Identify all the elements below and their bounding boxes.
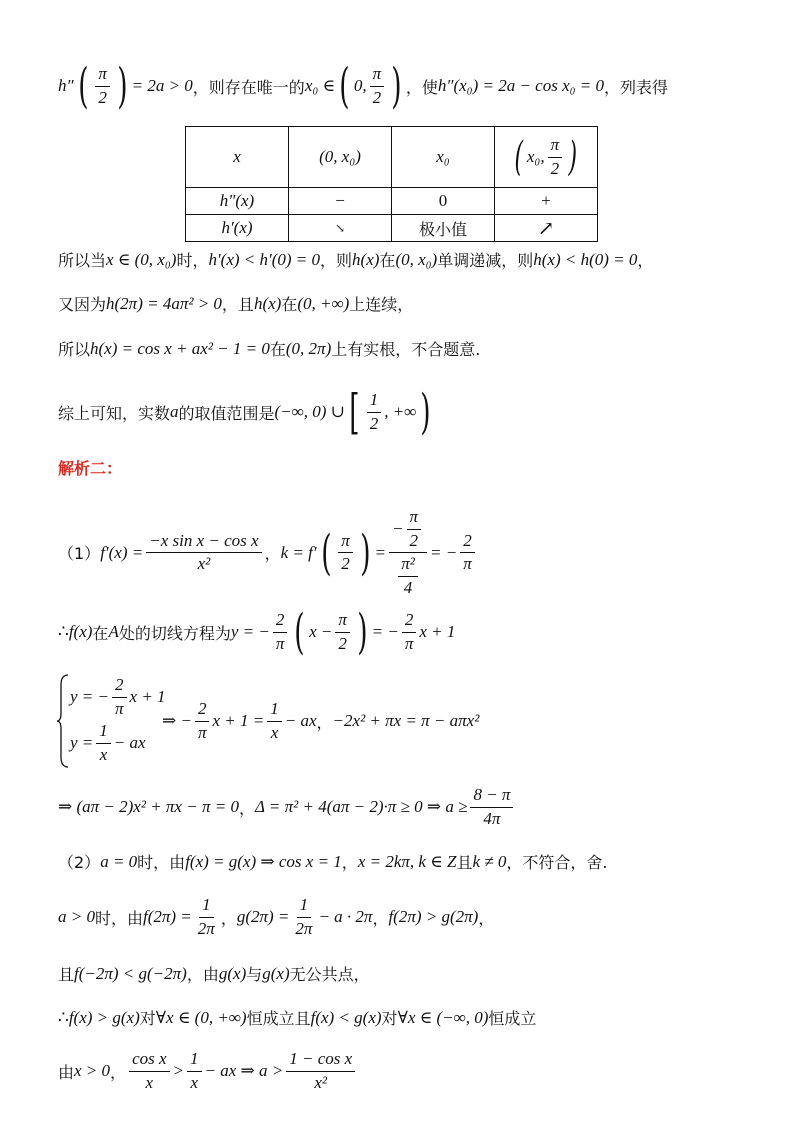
table-cell: (0, x₀) xyxy=(289,127,392,188)
math-expression: (−∞, 0) ∪ xyxy=(274,402,345,421)
section-title xyxy=(58,456,122,479)
math-expression: − a · 2π xyxy=(318,907,373,927)
compound-fraction: − $\frac{\pi}{2}$ $\frac{\text{π²}}{4}$ xyxy=(389,508,427,598)
math-expression: x − xyxy=(309,622,333,641)
line-7 xyxy=(58,604,456,660)
text: 的取值范围是 xyxy=(178,403,275,423)
fraction-pi-over-2: $\frac{\pi}{2}$ xyxy=(338,532,353,574)
text: 在 xyxy=(92,623,109,643)
math-expression: f′(x) = xyxy=(100,542,144,562)
text: ， xyxy=(110,1062,127,1082)
math-expression: − ax xyxy=(284,711,317,731)
system-eq-2 xyxy=(70,722,146,764)
math-expression: f(2π) = xyxy=(143,907,192,927)
math-expression: y = xyxy=(70,733,94,753)
text: 又因为 xyxy=(58,295,107,314)
math-expression: f(−2π) < g(−2π) xyxy=(74,963,187,983)
text: 所以 xyxy=(58,340,91,359)
line-8 xyxy=(58,786,516,828)
paren-right: ) xyxy=(360,524,371,581)
math-expression: −2x² + πx = π − aπx² xyxy=(332,711,480,731)
math-expression: a = 0 xyxy=(100,851,138,871)
math-expression: > xyxy=(172,1061,185,1081)
table-cell: x₀ xyxy=(392,127,495,188)
sign-table xyxy=(185,126,598,242)
paren-left: ( xyxy=(320,524,332,581)
math-expression: h(x) xyxy=(253,293,282,313)
text: ，则 xyxy=(320,251,353,270)
math-expression: − ax ⇒ a > xyxy=(204,1061,284,1081)
text: 单调递减，则 xyxy=(437,251,534,270)
math-expression: k = f′ xyxy=(280,542,317,562)
math-expression: g(x) xyxy=(262,963,290,983)
math-expression: 0, xyxy=(353,76,367,95)
math-expression: x + 1 xyxy=(419,622,456,641)
math-expression: a > 0 xyxy=(58,907,95,927)
table-cell: + xyxy=(495,188,598,215)
line-12 xyxy=(58,1006,536,1029)
text: 对 xyxy=(139,1009,156,1028)
math-expression: ⇒ − xyxy=(162,711,192,731)
text: ，列表得 xyxy=(604,77,669,97)
math-expression: ⇒ (aπ − 2)x² + πx − π = 0 xyxy=(58,797,239,817)
text: 上连续， xyxy=(349,295,414,314)
line-11 xyxy=(58,962,370,985)
math-expression: Δ = π² + 4(aπ − 2)·π ≥ 0 ⇒ a ≥ xyxy=(254,797,468,817)
table-cell: x xyxy=(186,127,289,188)
text: 无公共点， xyxy=(289,965,370,984)
fraction-1-over-2pi: $\frac{1}{2\pi}$ xyxy=(295,895,313,938)
text: ， xyxy=(220,908,237,928)
item-label: （1） xyxy=(58,544,101,564)
text: 处的切线方程为 xyxy=(118,623,231,643)
math-expression: f(x) > g(x) xyxy=(68,1007,140,1027)
fraction-pi-over-2: $\frac{\pi}{2}$ xyxy=(370,65,385,107)
text: 在 xyxy=(269,340,286,359)
table-cell: h″(x) xyxy=(186,188,289,215)
fraction-derivative: $\frac{\text{−x sin x − cos x}}{\text{x²}}$ xyxy=(146,532,261,574)
text: ，且 xyxy=(221,295,254,314)
line-5 xyxy=(58,384,435,440)
math-expression: x + 1 xyxy=(129,687,166,707)
math-expression: (0, +∞) xyxy=(297,293,350,313)
fraction-cosx-over-x: $\frac{\text{cos x}}{x}$ xyxy=(129,1050,169,1092)
math-expression: f(x) < g(x) xyxy=(310,1007,382,1027)
math-expression: = xyxy=(374,542,387,562)
fraction-pi-over-2: $\frac{\pi}{2}$ xyxy=(335,611,350,653)
math-expression: f(2π) > g(2π) xyxy=(388,907,479,927)
math-h-double-prime: h″ xyxy=(58,76,74,95)
bracket-left: [ xyxy=(349,384,360,440)
section-title-text: 解析二： xyxy=(58,459,123,478)
text: ， xyxy=(372,908,389,928)
fraction-pi-over-2: $\frac{\pi}{2}$ xyxy=(95,65,110,107)
line-3 xyxy=(58,292,413,315)
math-expression: y = − xyxy=(230,622,270,641)
table-row xyxy=(186,215,598,242)
table-cell: ↘ xyxy=(289,215,392,242)
system-brace xyxy=(56,673,70,769)
fraction-2-over-pi: $\frac{2}{\pi}$ xyxy=(195,700,210,742)
system-result xyxy=(162,700,479,742)
math-expression: (0, x₀) xyxy=(395,249,438,269)
paren-right: ) xyxy=(357,604,368,660)
text: 综上可知，实数 xyxy=(58,403,171,423)
math-expression: x = 2kπ, k ∈ Z xyxy=(357,851,457,871)
text: 恒成立 xyxy=(488,1009,537,1028)
math-expression: h″(x₀) = 2a − cos x₀ = 0 xyxy=(437,76,605,95)
math-expression: h(x) < h(0) = 0 xyxy=(533,249,638,269)
fraction-1-over-x: $\frac{1}{x}$ xyxy=(267,700,282,742)
math-expression: = 2a > 0 xyxy=(131,76,193,95)
math-expression: g(2π) = xyxy=(236,907,290,927)
math-expression: (0, 2π) xyxy=(285,338,332,358)
paren-left: ( xyxy=(339,58,350,114)
text: 时， xyxy=(176,251,209,270)
text: 在 xyxy=(281,295,298,314)
paren-left: ( xyxy=(514,134,524,180)
math-expression: = − xyxy=(430,542,458,562)
math-expression: ∀x ∈ (0, +∞) xyxy=(155,1007,247,1027)
text: 恒成立且 xyxy=(246,1009,311,1028)
text: ，则存在唯一的 xyxy=(192,77,305,97)
text: 且 xyxy=(58,965,75,984)
fraction-1-over-x: $\frac{1}{x}$ xyxy=(96,722,111,764)
fraction-1-over-x: $\frac{1}{x}$ xyxy=(187,1050,202,1092)
math-expression: x ∈ (0, x₀) xyxy=(106,249,177,269)
table-cell: h′(x) xyxy=(186,215,289,242)
math-expression: f(x) xyxy=(68,622,93,641)
table-cell: − xyxy=(289,188,392,215)
math-expression: a xyxy=(170,402,179,421)
math-expression: A xyxy=(108,622,119,641)
fraction-8-minus-pi-over-4pi: $\frac{8 - \pi}{4\pi}$ xyxy=(470,786,513,828)
math-expression: g(x) xyxy=(218,963,247,983)
line-6 xyxy=(58,508,478,598)
math-expression: , +∞ xyxy=(384,402,417,421)
text: ， xyxy=(637,251,654,270)
line-10 xyxy=(58,896,494,938)
text: 所以当 xyxy=(58,251,107,270)
fraction-2-over-pi: $\frac{2}{\pi}$ xyxy=(273,611,288,653)
text: 时，由 xyxy=(137,853,186,872)
fraction-2-over-pi: $\frac{2}{\pi}$ xyxy=(112,676,127,718)
table-cell: 0 xyxy=(392,188,495,215)
system-eq-1 xyxy=(70,676,166,718)
math-expression: x > 0 xyxy=(74,1061,111,1081)
text: 且 xyxy=(456,853,473,872)
paren-right: ) xyxy=(420,384,431,440)
math-expression: f(x) = g(x) ⇒ cos x = 1 xyxy=(185,851,342,871)
text: ，由 xyxy=(186,965,219,984)
fraction-2-over-pi: $\frac{2}{\pi}$ xyxy=(402,611,417,653)
math-expression: k ≠ 0 xyxy=(472,851,507,871)
line-4 xyxy=(58,337,480,360)
line-9 xyxy=(58,850,607,873)
math-expression: = − xyxy=(371,622,399,641)
math-expression: x₀ ∈ xyxy=(304,76,336,95)
line-13 xyxy=(58,1050,358,1092)
text: ， xyxy=(478,908,495,928)
text: 与 xyxy=(246,965,263,984)
paren-right: ) xyxy=(391,58,402,114)
text: ， xyxy=(264,544,281,564)
text: 上有实根，不合题意. xyxy=(331,340,481,359)
text: ， xyxy=(316,712,333,732)
text: ， xyxy=(238,798,255,818)
table-cell xyxy=(495,127,598,188)
paren-left: ( xyxy=(77,58,89,114)
math-expression: − ax xyxy=(113,733,146,753)
math-expression: h(2π) = 4aπ² > 0 xyxy=(106,293,222,313)
line-1 xyxy=(58,58,669,114)
therefore-symbol: ∴ xyxy=(58,1007,69,1028)
text: ， xyxy=(341,853,358,872)
table-cell: 极小值 xyxy=(392,215,495,242)
table-cell: ↗ xyxy=(495,215,598,242)
math-expression: h(x) = cos x + ax² − 1 = 0 xyxy=(90,338,270,358)
table-row xyxy=(186,188,598,215)
math-expression: h(x) xyxy=(352,249,380,269)
text: ，不符合，舍. xyxy=(506,853,608,872)
math-expression: x₀, xyxy=(526,147,545,166)
text: 由 xyxy=(58,1062,75,1082)
paren-right: ) xyxy=(117,58,128,114)
fraction-1-over-2pi: $\frac{1}{2\pi}$ xyxy=(197,895,215,938)
paren-right: ) xyxy=(568,134,578,180)
line-2 xyxy=(58,248,653,271)
paren-left: ( xyxy=(294,604,305,660)
table-row xyxy=(186,127,598,188)
fraction-1-minus-cosx-over-x2: $\frac{\text{1 − cos x}}{\text{x²}}$ xyxy=(286,1050,355,1092)
text: 时，由 xyxy=(94,908,143,928)
math-expression: y = − xyxy=(70,687,109,707)
text: 对 xyxy=(381,1009,398,1028)
fraction-pi-over-2: $\frac{\pi}{2}$ xyxy=(548,136,563,178)
math-expression: x + 1 = xyxy=(212,711,265,731)
text: 在 xyxy=(379,251,396,270)
math-expression: ∀x ∈ (−∞, 0) xyxy=(397,1007,489,1027)
fraction-2-over-pi: $\frac{2}{\pi}$ xyxy=(460,532,475,574)
item-label: （2） xyxy=(58,853,101,872)
fraction-one-half: $\frac{1}{2}$ xyxy=(367,391,382,433)
text: ，使 xyxy=(405,77,438,97)
therefore-symbol: ∴ xyxy=(58,622,69,642)
math-expression: h′(x) < h′(0) = 0 xyxy=(208,249,321,269)
